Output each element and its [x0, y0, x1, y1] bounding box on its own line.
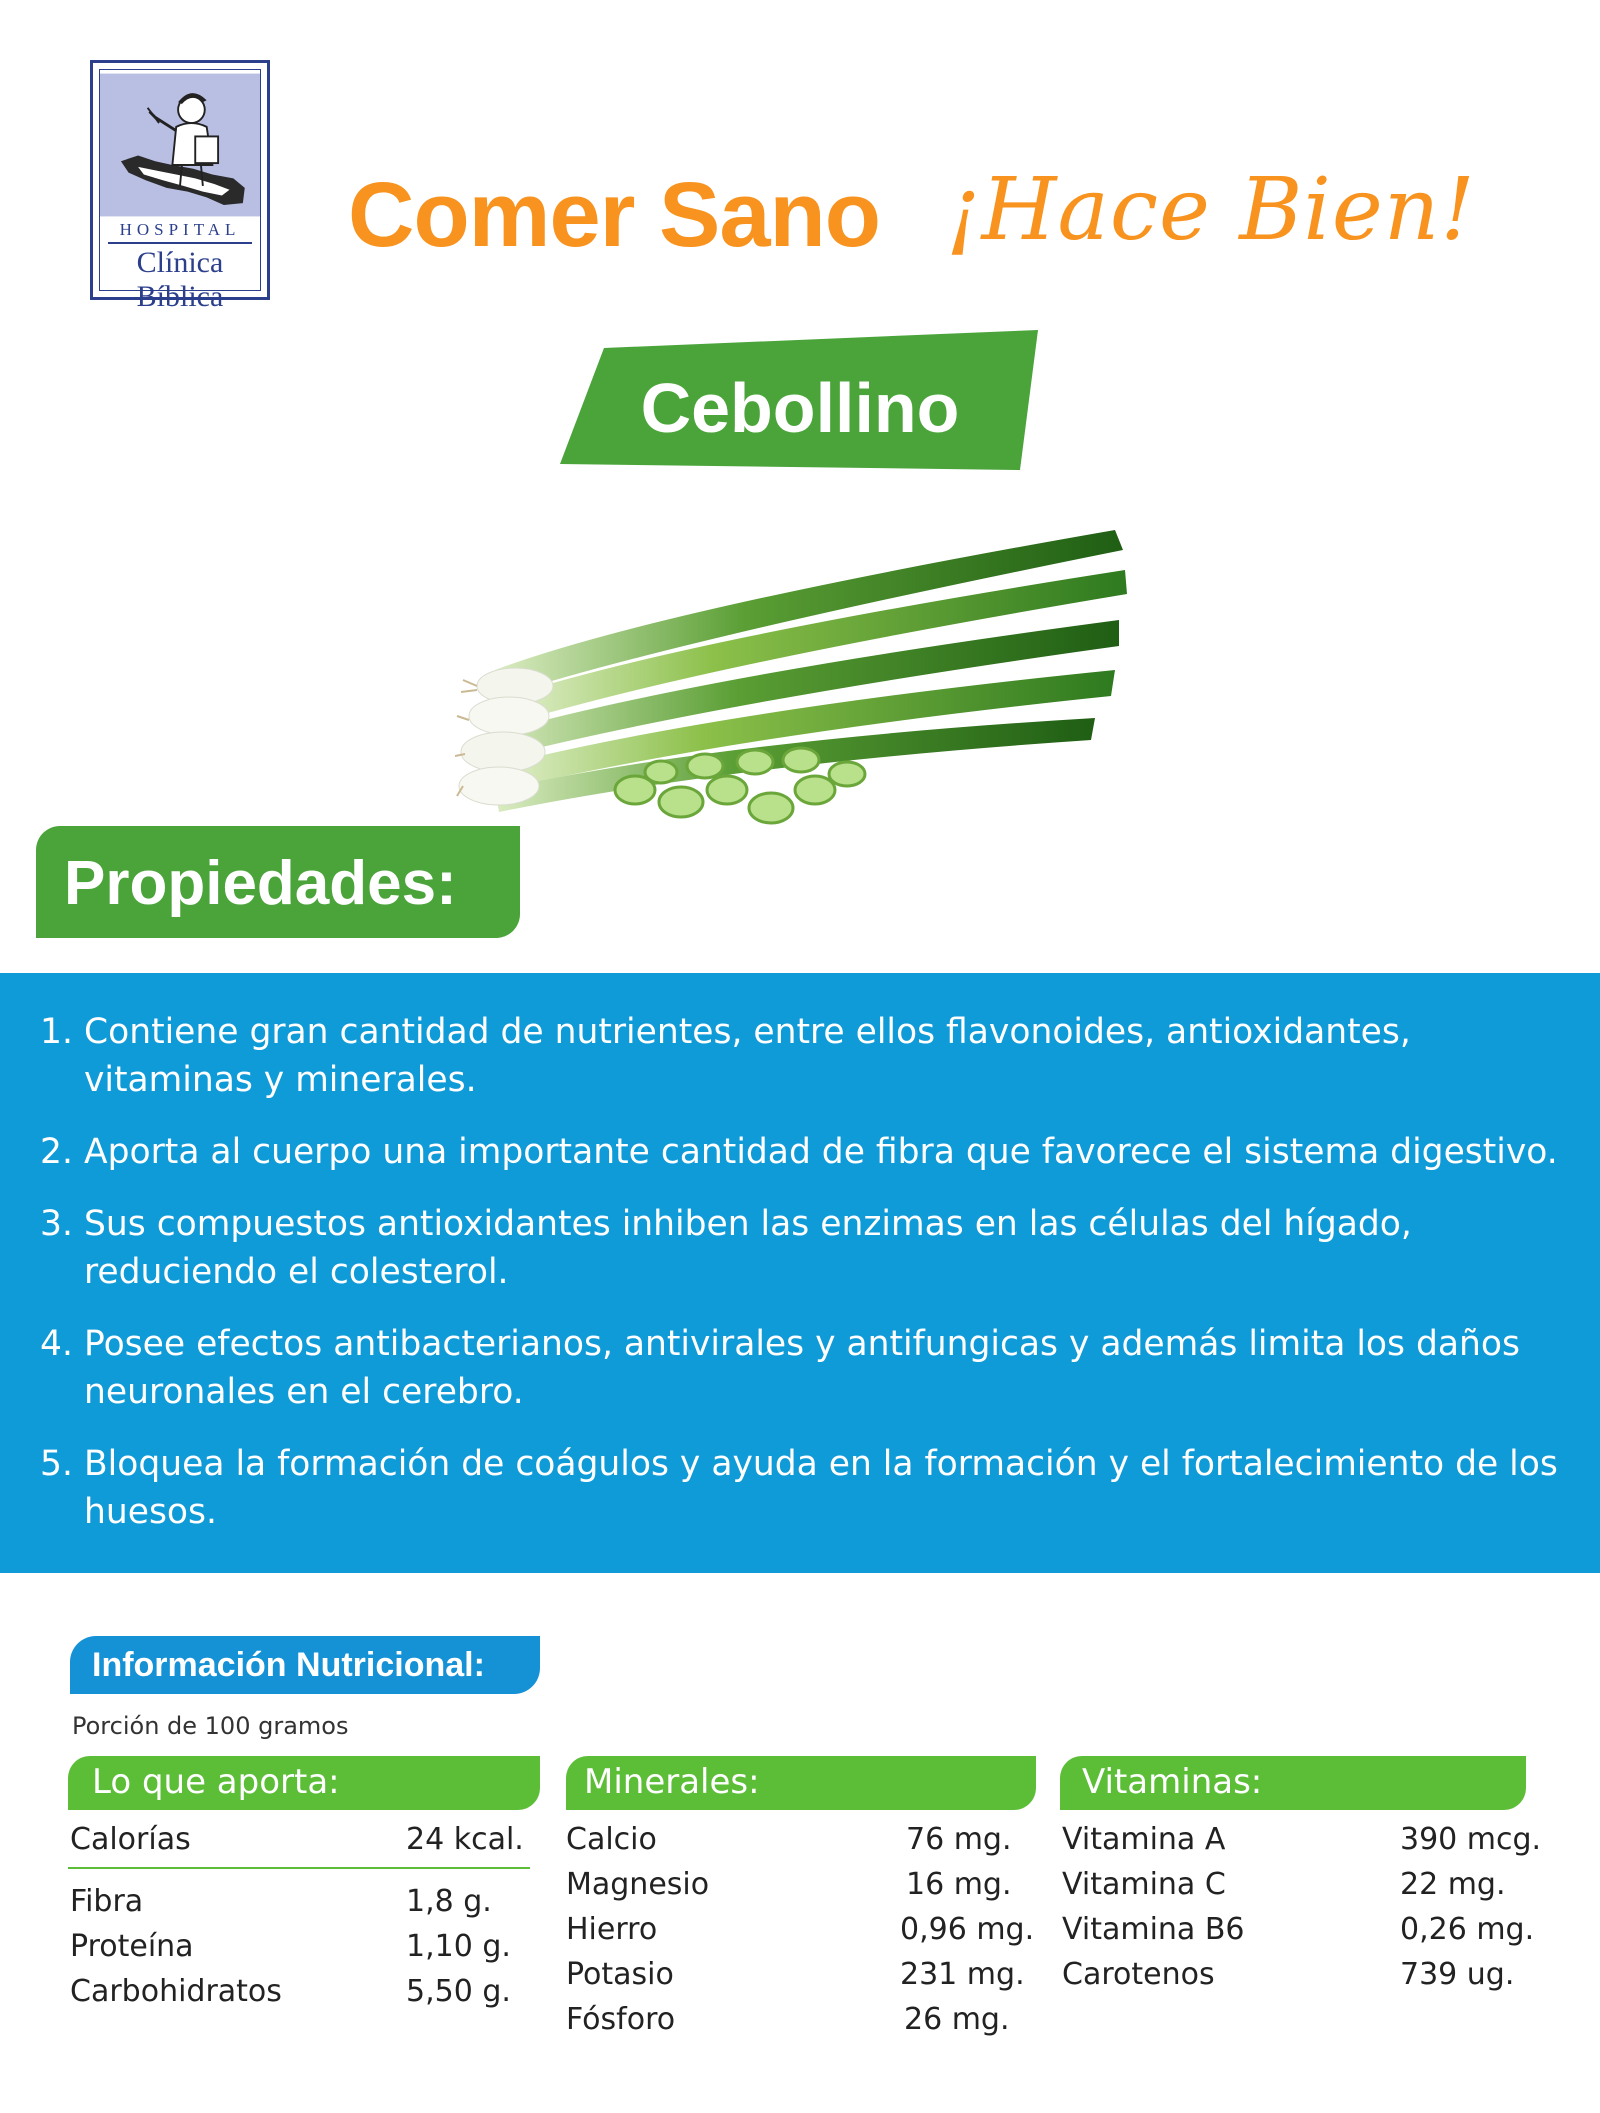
mineral-name: Calcio — [566, 1822, 657, 1857]
portion-note: Porción de 100 gramos — [72, 1712, 349, 1740]
list-item — [40, 1128, 1580, 1176]
mineral-value: 0,96 mg. — [900, 1912, 1035, 1947]
mineral-value: 231 mg. — [900, 1957, 1025, 1992]
vitaminas-header: Vitaminas: — [1082, 1762, 1263, 1802]
vitamin-value: 390 mcg. — [1400, 1822, 1542, 1857]
mineral-name: Hierro — [566, 1912, 658, 1947]
aporta-value: 24 kcal. — [406, 1822, 524, 1857]
aporta-header: Lo que aporta: — [92, 1762, 340, 1802]
nutrition-title: Información Nutricional: — [92, 1646, 485, 1684]
list-item — [40, 1008, 1580, 1104]
item-number: 1. — [40, 1012, 73, 1052]
item-number: 3. — [40, 1204, 73, 1244]
item-text: Bloquea la formación de coágulos y ayuda en la formación y el fortalecimiento de los huesos. — [84, 1444, 1558, 1532]
item-text: Posee efectos antibacterianos, antivirales y antifungicas y además limita los daños neuronales en el cerebro. — [84, 1324, 1520, 1412]
vitamin-value: 739 ug. — [1400, 1957, 1515, 1992]
list-item — [40, 1200, 1580, 1296]
aporta-divider — [68, 1867, 530, 1869]
mineral-name: Potasio — [566, 1957, 674, 1992]
propiedades-title: Propiedades: — [64, 849, 457, 918]
minerales-header: Minerales: — [584, 1762, 760, 1802]
vitamin-name: Vitamina A — [1062, 1822, 1226, 1857]
propiedades-list — [40, 1008, 1580, 1560]
aporta-name: Fibra — [70, 1884, 144, 1919]
mineral-value: 26 mg. — [904, 2002, 1010, 2037]
vitamin-value: 0,26 mg. — [1400, 1912, 1535, 1947]
aporta-name: Carbohidratos — [70, 1974, 282, 2009]
aporta-value: 1,8 g. — [406, 1884, 492, 1919]
aporta-name: Calorías — [70, 1822, 191, 1857]
product-banner — [560, 330, 1040, 470]
aporta-value: 1,10 g. — [406, 1929, 511, 1964]
page-title: Comer Sano — [348, 164, 880, 266]
mineral-name: Fósforo — [566, 2002, 676, 2037]
vitamin-name: Vitamina C — [1062, 1867, 1226, 1902]
mineral-value: 16 mg. — [906, 1867, 1012, 1902]
nurse-illustration — [100, 70, 260, 220]
vitamin-name: Vitamina B6 — [1062, 1912, 1245, 1947]
list-item — [40, 1440, 1580, 1536]
vitamin-name: Carotenos — [1062, 1957, 1215, 1992]
list-item — [40, 1320, 1580, 1416]
logo-divider — [108, 242, 252, 244]
item-number: 5. — [40, 1444, 73, 1484]
page-title-script: ¡Hace Bien! — [946, 160, 1476, 260]
item-text: Aporta al cuerpo una importante cantidad de fibra que favorece el sistema digestivo. — [84, 1132, 1558, 1172]
hospital-logo — [90, 60, 270, 313]
logo-name-text: Clínica Bíblica — [136, 246, 224, 313]
item-number: 4. — [40, 1324, 73, 1364]
vitamin-value: 22 mg. — [1400, 1867, 1506, 1902]
logo-frame — [99, 69, 261, 313]
aporta-name: Proteína — [70, 1929, 194, 1964]
mineral-name: Magnesio — [566, 1867, 710, 1902]
cebollino-photo — [455, 490, 1155, 850]
item-text: Sus compuestos antioxidantes inhiben las enzimas en las células del hígado, reduciendo el colesterol. — [84, 1204, 1412, 1292]
item-number: 2. — [40, 1132, 73, 1172]
mineral-value: 76 mg. — [906, 1822, 1012, 1857]
item-text: Contiene gran cantidad de nutrientes, entre ellos flavonoides, antioxidantes, vitaminas y minerales. — [84, 1012, 1411, 1100]
product-name: Cebollino — [640, 369, 960, 447]
aporta-value: 5,50 g. — [406, 1974, 511, 2009]
logo-hospital-text: HOSPITAL — [119, 220, 241, 239]
